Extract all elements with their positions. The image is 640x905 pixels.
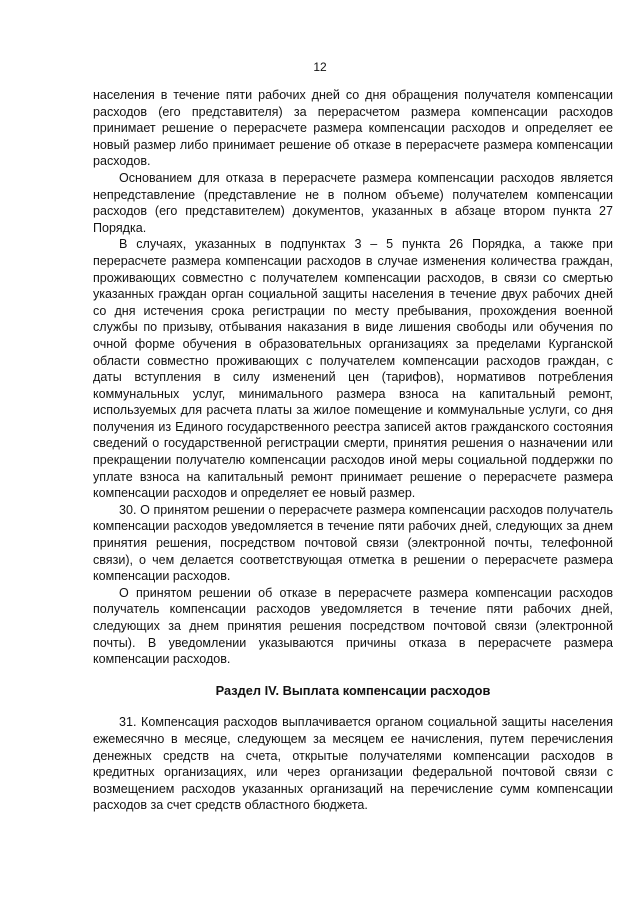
- section-heading: Раздел IV. Выплата компенсации расходов: [215, 682, 491, 698]
- paragraph-refusal-notice: О принятом решении об отказе в перерасчете размера компенсации расходов получатель компенсации расходов уведомляется в течение пяти рабочих дней, следующих за днем принятия решения посредством почтовой связи (электронной почты). В уведомлении указываются причины отказа в перерасчете размера компенсации расходов.: [93, 585, 613, 667]
- paragraph-item-31: 31. Компенсация расходов выплачивается органом социальной защиты населения ежемесячно в месяце, следующем за месяцем ее начисления, путем перечисления денежных средств на счета, открытые получателями компенсации расходов в кредитных организациях, или через организации федеральной почтовой связи с возмещением расходов указанных организаций на перечисление сумм компенсации расходов за счет средств областного бюджета.: [93, 715, 613, 813]
- paragraph-recalculation-cases: В случаях, указанных в подпунктах 3 – 5 пункта 26 Порядка, а также при перерасчете размера компенсации расходов в случае изменения количества граждан, проживающих совместно с получателем компенсации расходов, в связи со смертью указанных граждан орган социальной защиты населения в течение двух рабочих дней со дня истечения срока регистрации по месту пребывания, прохождения военной службы по призыву, отбывания наказания в виде лишения свободы или обучения по очной форме обучения в образовательных организациях за пределами Курганской области совместно проживающих с получателем компенсации расходов граждан, с даты вступления в силу изменений цен (тарифов), нормативов потребления коммунальных услуг, минимального размера взноса на капитальный ремонт, используемых для расчета платы за жилое помещение и коммунальные услуги, со дня получения из Единого государственного реестра записей актов гражданского состояния сведений о государственной регистрации смерти, принятия решения о назначении или прекращении получателю компенсации расходов иной меры социальной поддержки по уплате взноса на капитальный ремонт принимает решение о перерасчете размера компенсации расходов и определяет ее новый размер.: [93, 237, 613, 501]
- paragraph-item-30: 30. О принятом решении о перерасчете размера компенсации расходов получатель компенсации расходов уведомляется в течение пяти рабочих дней, следующих за днем принятия решения, посредством почтовой связи (электронной почты, телефонной связи), о чем делается соответствующая отметка в решении о перерасчете размера компенсации расходов.: [93, 502, 613, 584]
- paragraph-continuation: населения в течение пяти рабочих дней со дня обращения получателя компенсации расходов (его представителя) за перерасчетом размера компенсации расходов принимает решение о перерасчете размера компенсации расходов и определяет ее новый размер либо принимает решение об отказе в перерасчете размера компенсации расходов.: [93, 88, 613, 169]
- document-body: [93, 87, 613, 814]
- page-number: 12: [313, 60, 327, 74]
- paragraph-refusal-grounds: Основанием для отказа в перерасчете размера компенсации расходов является непредставление (представление не в полном объеме) получателем компенсации расходов (его представителем) документов, указанных в абзаце втором пункта 27 Порядка.: [93, 170, 613, 235]
